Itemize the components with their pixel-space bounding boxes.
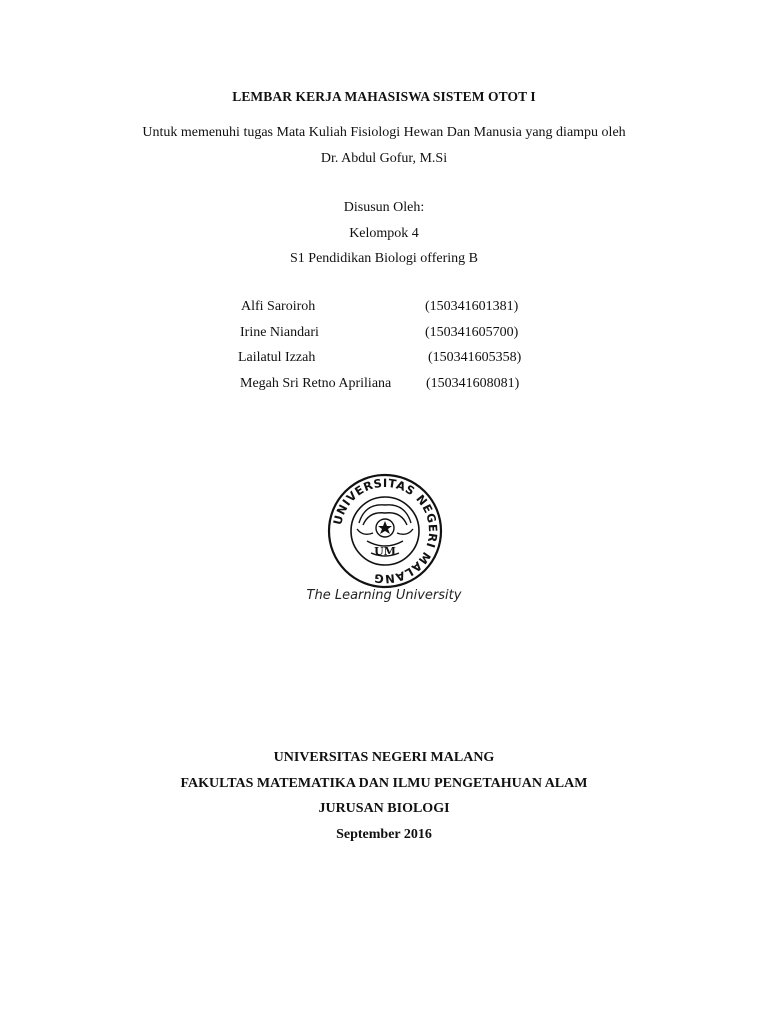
program-label: S1 Pendidikan Biologi offering B <box>290 251 478 266</box>
member-nim: (150341601381) <box>425 299 519 314</box>
department-name: JURUSAN BIOLOGI <box>318 801 450 816</box>
logo-ring-text: UNIVERSITAS NEGERI MALANG <box>330 475 441 587</box>
member-name: Lailatul Izzah <box>238 350 316 365</box>
faculty-name: FAKULTAS MATEMATIKA DAN ILMU PENGETAHUAN ALAM <box>180 776 588 791</box>
document-title: LEMBAR KERJA MAHASISWA SISTEM OTOT I <box>232 89 536 104</box>
member-name: Megah Sri Retno Apriliana <box>240 376 392 391</box>
logo-monogram: UM <box>374 545 396 558</box>
tagline: The Learning University <box>306 588 462 603</box>
prepared-by-label: Disusun Oleh: <box>343 200 425 215</box>
document-date: September 2016 <box>336 827 432 842</box>
member-nim: (150341605358) <box>428 350 522 365</box>
member-name: Irine Niandari <box>240 325 319 340</box>
purpose-line-2: Dr. Abdul Gofur, M.Si <box>320 151 448 166</box>
university-name: UNIVERSITAS NEGERI MALANG <box>273 750 495 765</box>
member-nim: (150341605700) <box>425 325 519 340</box>
purpose-line-1: Untuk memenuhi tugas Mata Kuliah Fisiologi Hewan Dan Manusia yang diampu oleh <box>142 125 626 140</box>
member-nim: (150341608081) <box>426 376 520 391</box>
member-name: Alfi Saroiroh <box>241 299 316 314</box>
group-label: Kelompok 4 <box>349 226 419 241</box>
university-logo <box>327 473 443 589</box>
